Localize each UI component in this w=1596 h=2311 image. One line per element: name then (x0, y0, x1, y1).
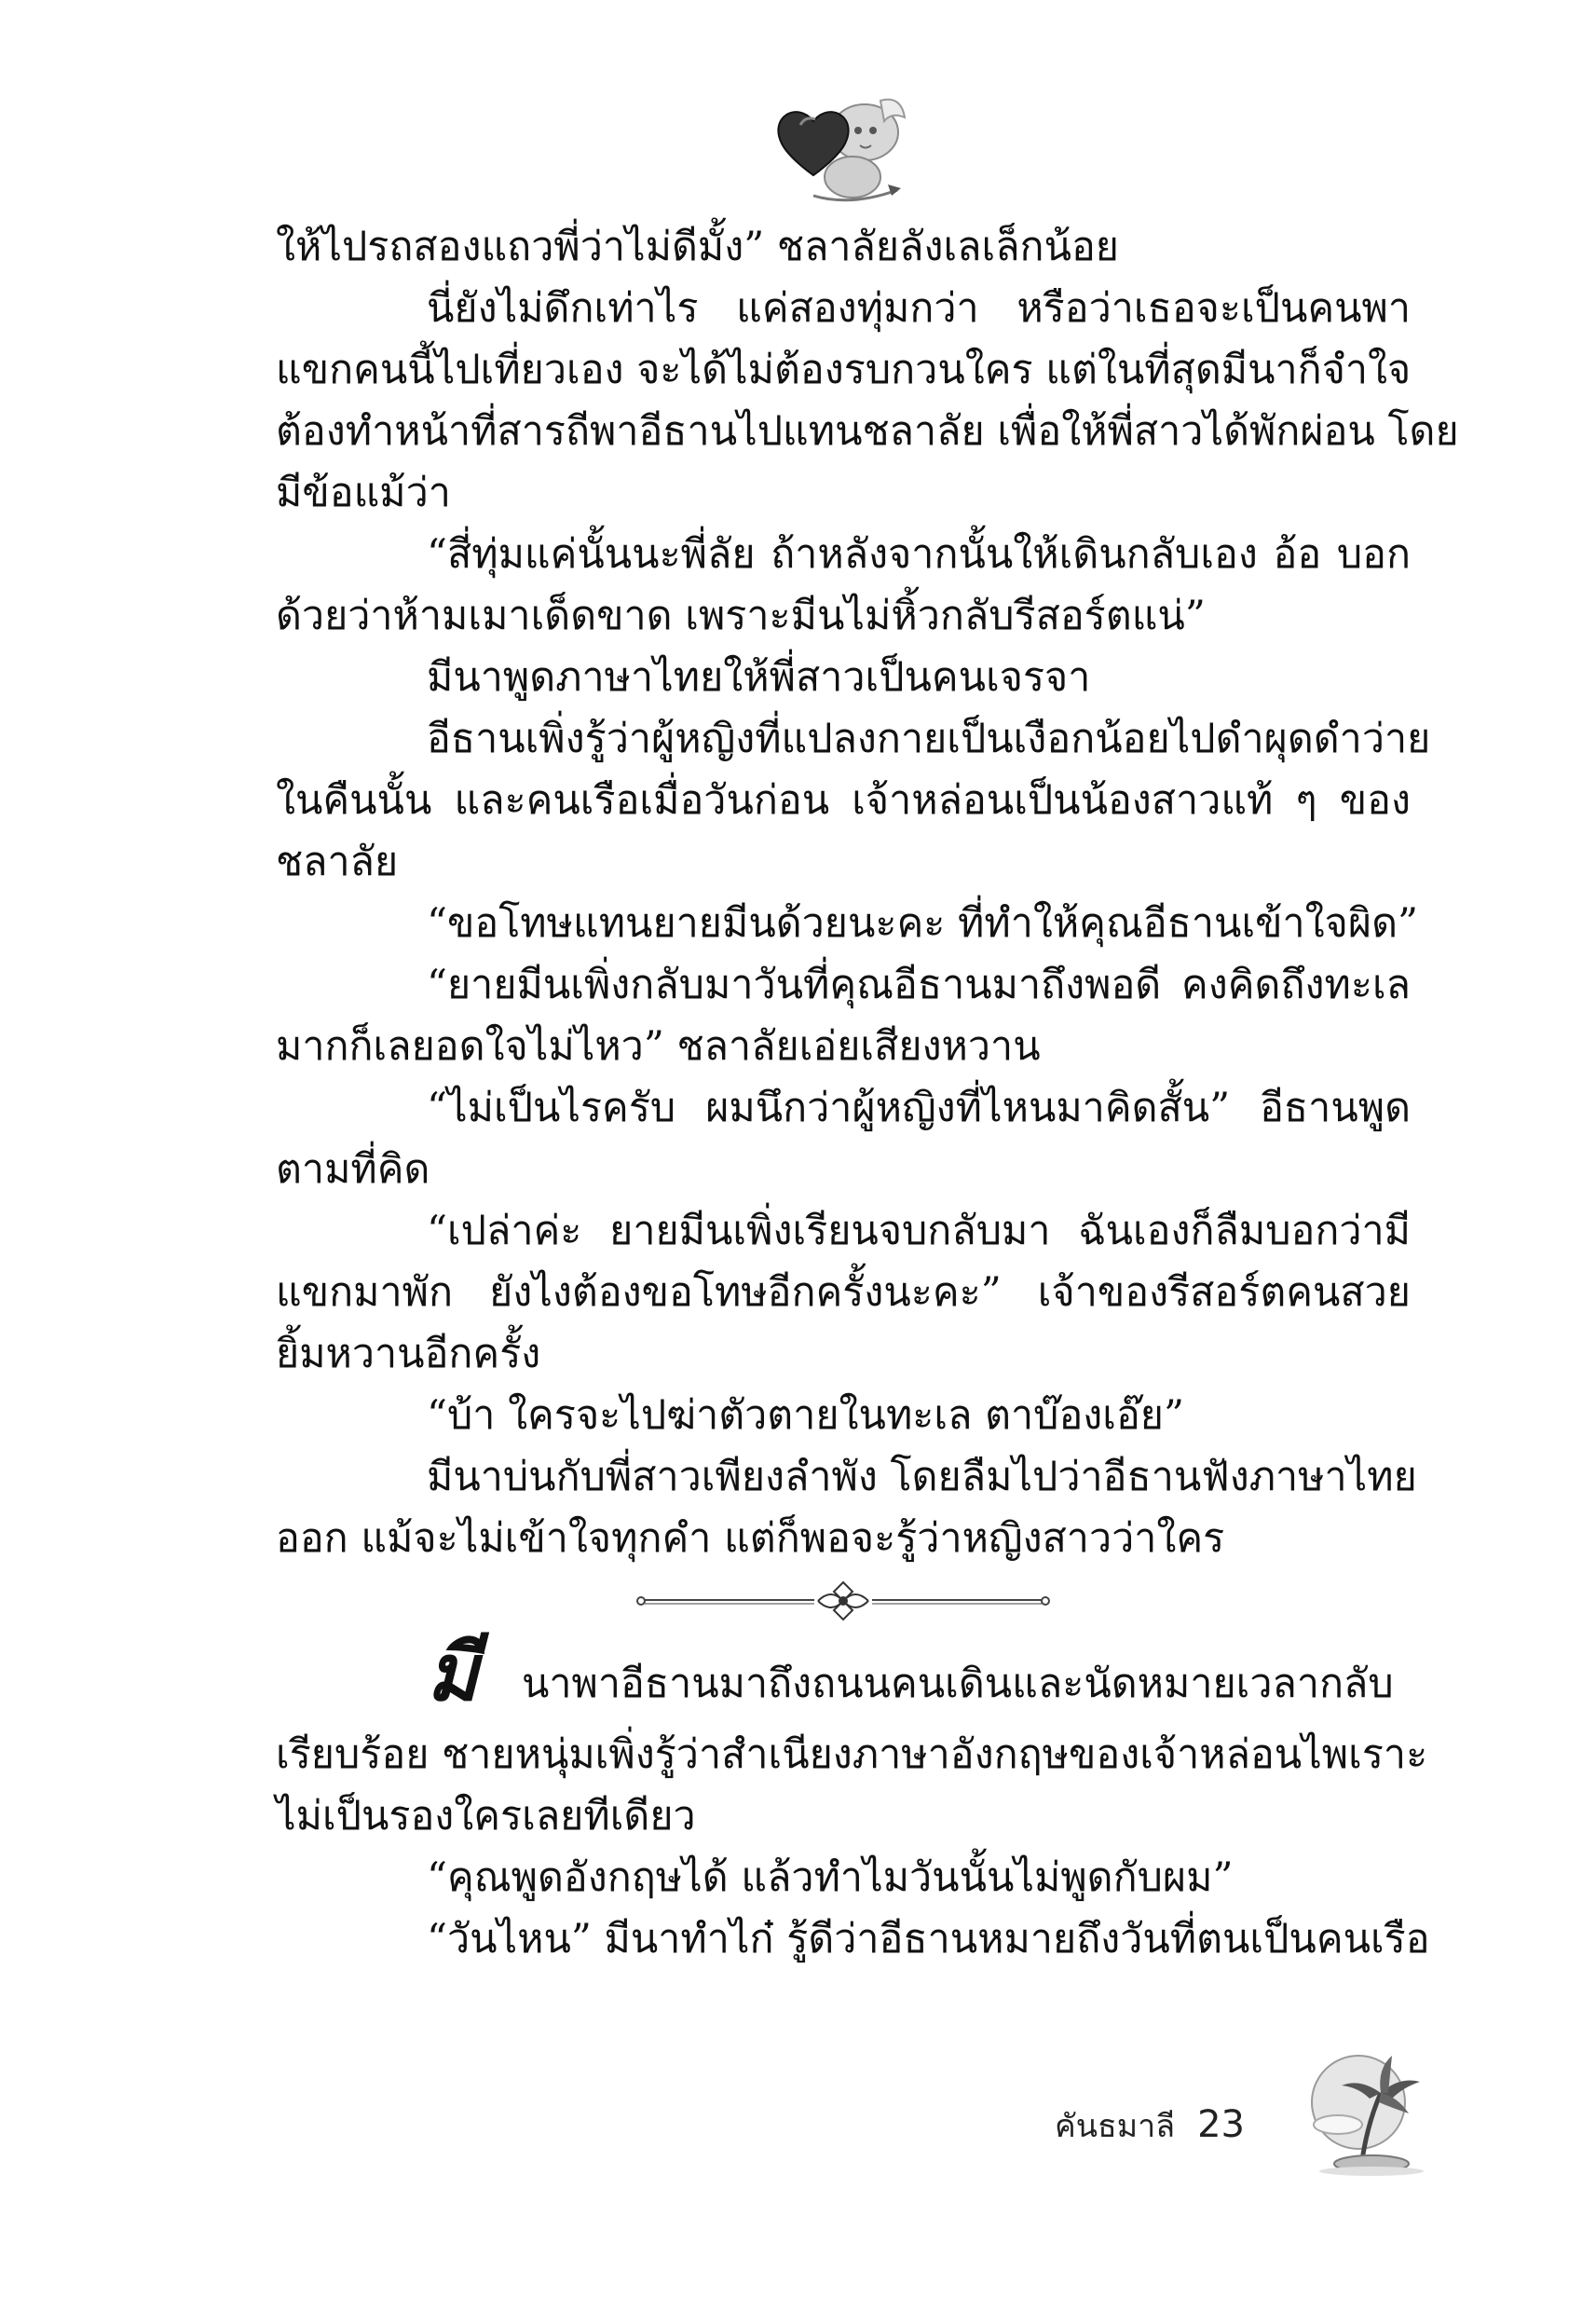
page-footer (1055, 2097, 1245, 2153)
paragraph-line: อีธานเพิ่งรู้ว่าผู้หญิงที่แปลงกายเป็นเงือกน้อยไปดำผุดดำว่าย (427, 716, 1431, 762)
ornament-divider-icon (632, 1577, 1055, 1623)
paragraph-line: ในคืนนั้น และคนเรือเมื่อวันก่อน เจ้าหล่อนเป็นน้องสาวแท้ ๆ ของ (276, 777, 1411, 824)
paragraph-line: มีนาพูดภาษาไทยให้พี่สาวเป็นคนเจรจา (427, 654, 1091, 701)
paragraph-line: นาพาอีธานมาถึงถนนคนเดินและนัดหมายเวลากลับ (522, 1661, 1394, 1707)
paragraph-line: มีนาบ่นกับพี่สาวเพียงลำพัง โดยลืมไปว่าอีธานฟังภาษาไทย (427, 1454, 1417, 1500)
paragraph-line: “ขอโทษแทนยายมีนด้วยนะคะ ที่ทำให้คุณอีธานเข้าใจผิด” (427, 900, 1418, 947)
paragraph-line: ด้วยว่าห้ามเมาเด็ดขาด เพราะมีนไม่หิ้วกลับรีสอร์ตแน่” (276, 593, 1206, 639)
book-title: คันธมาลี (1055, 2108, 1176, 2145)
page-number: 23 (1197, 2103, 1245, 2146)
paragraph-line: ไม่เป็นรองใครเลยทีเดียว (276, 1793, 696, 1839)
paragraph-line: “บ้า ใครจะไปฆ่าตัวตายในทะเล ตาบ๊องเอ๊ย” (427, 1392, 1184, 1439)
palm-island-moon-icon (1304, 2050, 1425, 2176)
paragraph-line: เรียบร้อย ชายหนุ่มเพิ่งรู้ว่าสำเนียงภาษาอังกฤษของเจ้าหล่อนไพเราะ (276, 1731, 1428, 1778)
paragraph-line: ชลาลัย (276, 839, 399, 885)
paragraph-line: มากก็เลยอดใจไม่ไหว” ชลาลัยเอ่ยเสียงหวาน (276, 1023, 1041, 1070)
paragraph-line: “วันไหน” มีนาทำไก๋ รู้ดีว่าอีธานหมายถึงวันที่ตนเป็นคนเรือ (427, 1916, 1430, 1962)
paragraph-line: “สี่ทุ่มแค่นั้นนะพี่ลัย ถ้าหลังจากนั้นให้เดินกลับเอง อ้อ บอก (427, 531, 1411, 578)
section-divider (276, 1569, 1411, 1631)
paragraph-line: “เปล่าค่ะ ยายมีนเพิ่งเรียนจบกลับมา ฉันเองก็ลืมบอกว่ามี (427, 1208, 1411, 1254)
drop-cap: มี (427, 1626, 479, 1718)
section-first-line (276, 1626, 1411, 1724)
paragraph-line: ให้ไปรถสองแถวพี่ว่าไม่ดีมั้ง” ชลาลัยลังเลเล็กน้อย (276, 224, 1119, 270)
paragraph-line: ต้องทำหน้าที่สารถีพาอีธานไปแทนชลาลัย เพื่อให้พี่สาวได้พักผ่อน โดย (276, 408, 1459, 455)
paragraph-line: แขกมาพัก ยังไงต้องขอโทษอีกครั้งนะคะ” เจ้าของรีสอร์ตคนสวย (276, 1269, 1411, 1316)
body-text (276, 216, 1459, 1970)
paragraph-line: “ไม่เป็นไรครับ ผมนึกว่าผู้หญิงที่ไหนมาคิดสั้น” อีธานพูด (427, 1085, 1411, 1131)
paragraph-line: ยิ้มหวานอีกครั้ง (276, 1331, 541, 1377)
paragraph-line: นี่ยังไม่ดึกเท่าไร แค่สองทุ่มกว่า หรือว่าเธอจะเป็นคนพา (427, 285, 1411, 332)
paragraph-line: ออก แม้จะไม่เข้าใจทุกคำ แต่ก็พอจะรู้ว่าหญิงสาวว่าใคร (276, 1515, 1225, 1562)
paragraph-line: ตามที่คิด (276, 1146, 430, 1193)
paragraph-line: “คุณพูดอังกฤษได้ แล้วทำไมวันนั้นไม่พูดกับผม” (427, 1854, 1234, 1901)
paragraph-line: มีข้อแม้ว่า (276, 470, 451, 516)
paragraph-line: แขกคนนี้ไปเที่ยวเอง จะได้ไม่ต้องรบกวนใคร แต่ในที่สุดมีนาก็จำใจ (276, 347, 1412, 393)
paragraph-line: “ยายมีนเพิ่งกลับมาวันที่คุณอีธานมาถึงพอดี คงคิดถึงทะเล (427, 962, 1411, 1008)
cupid-heart-icon (776, 84, 907, 210)
